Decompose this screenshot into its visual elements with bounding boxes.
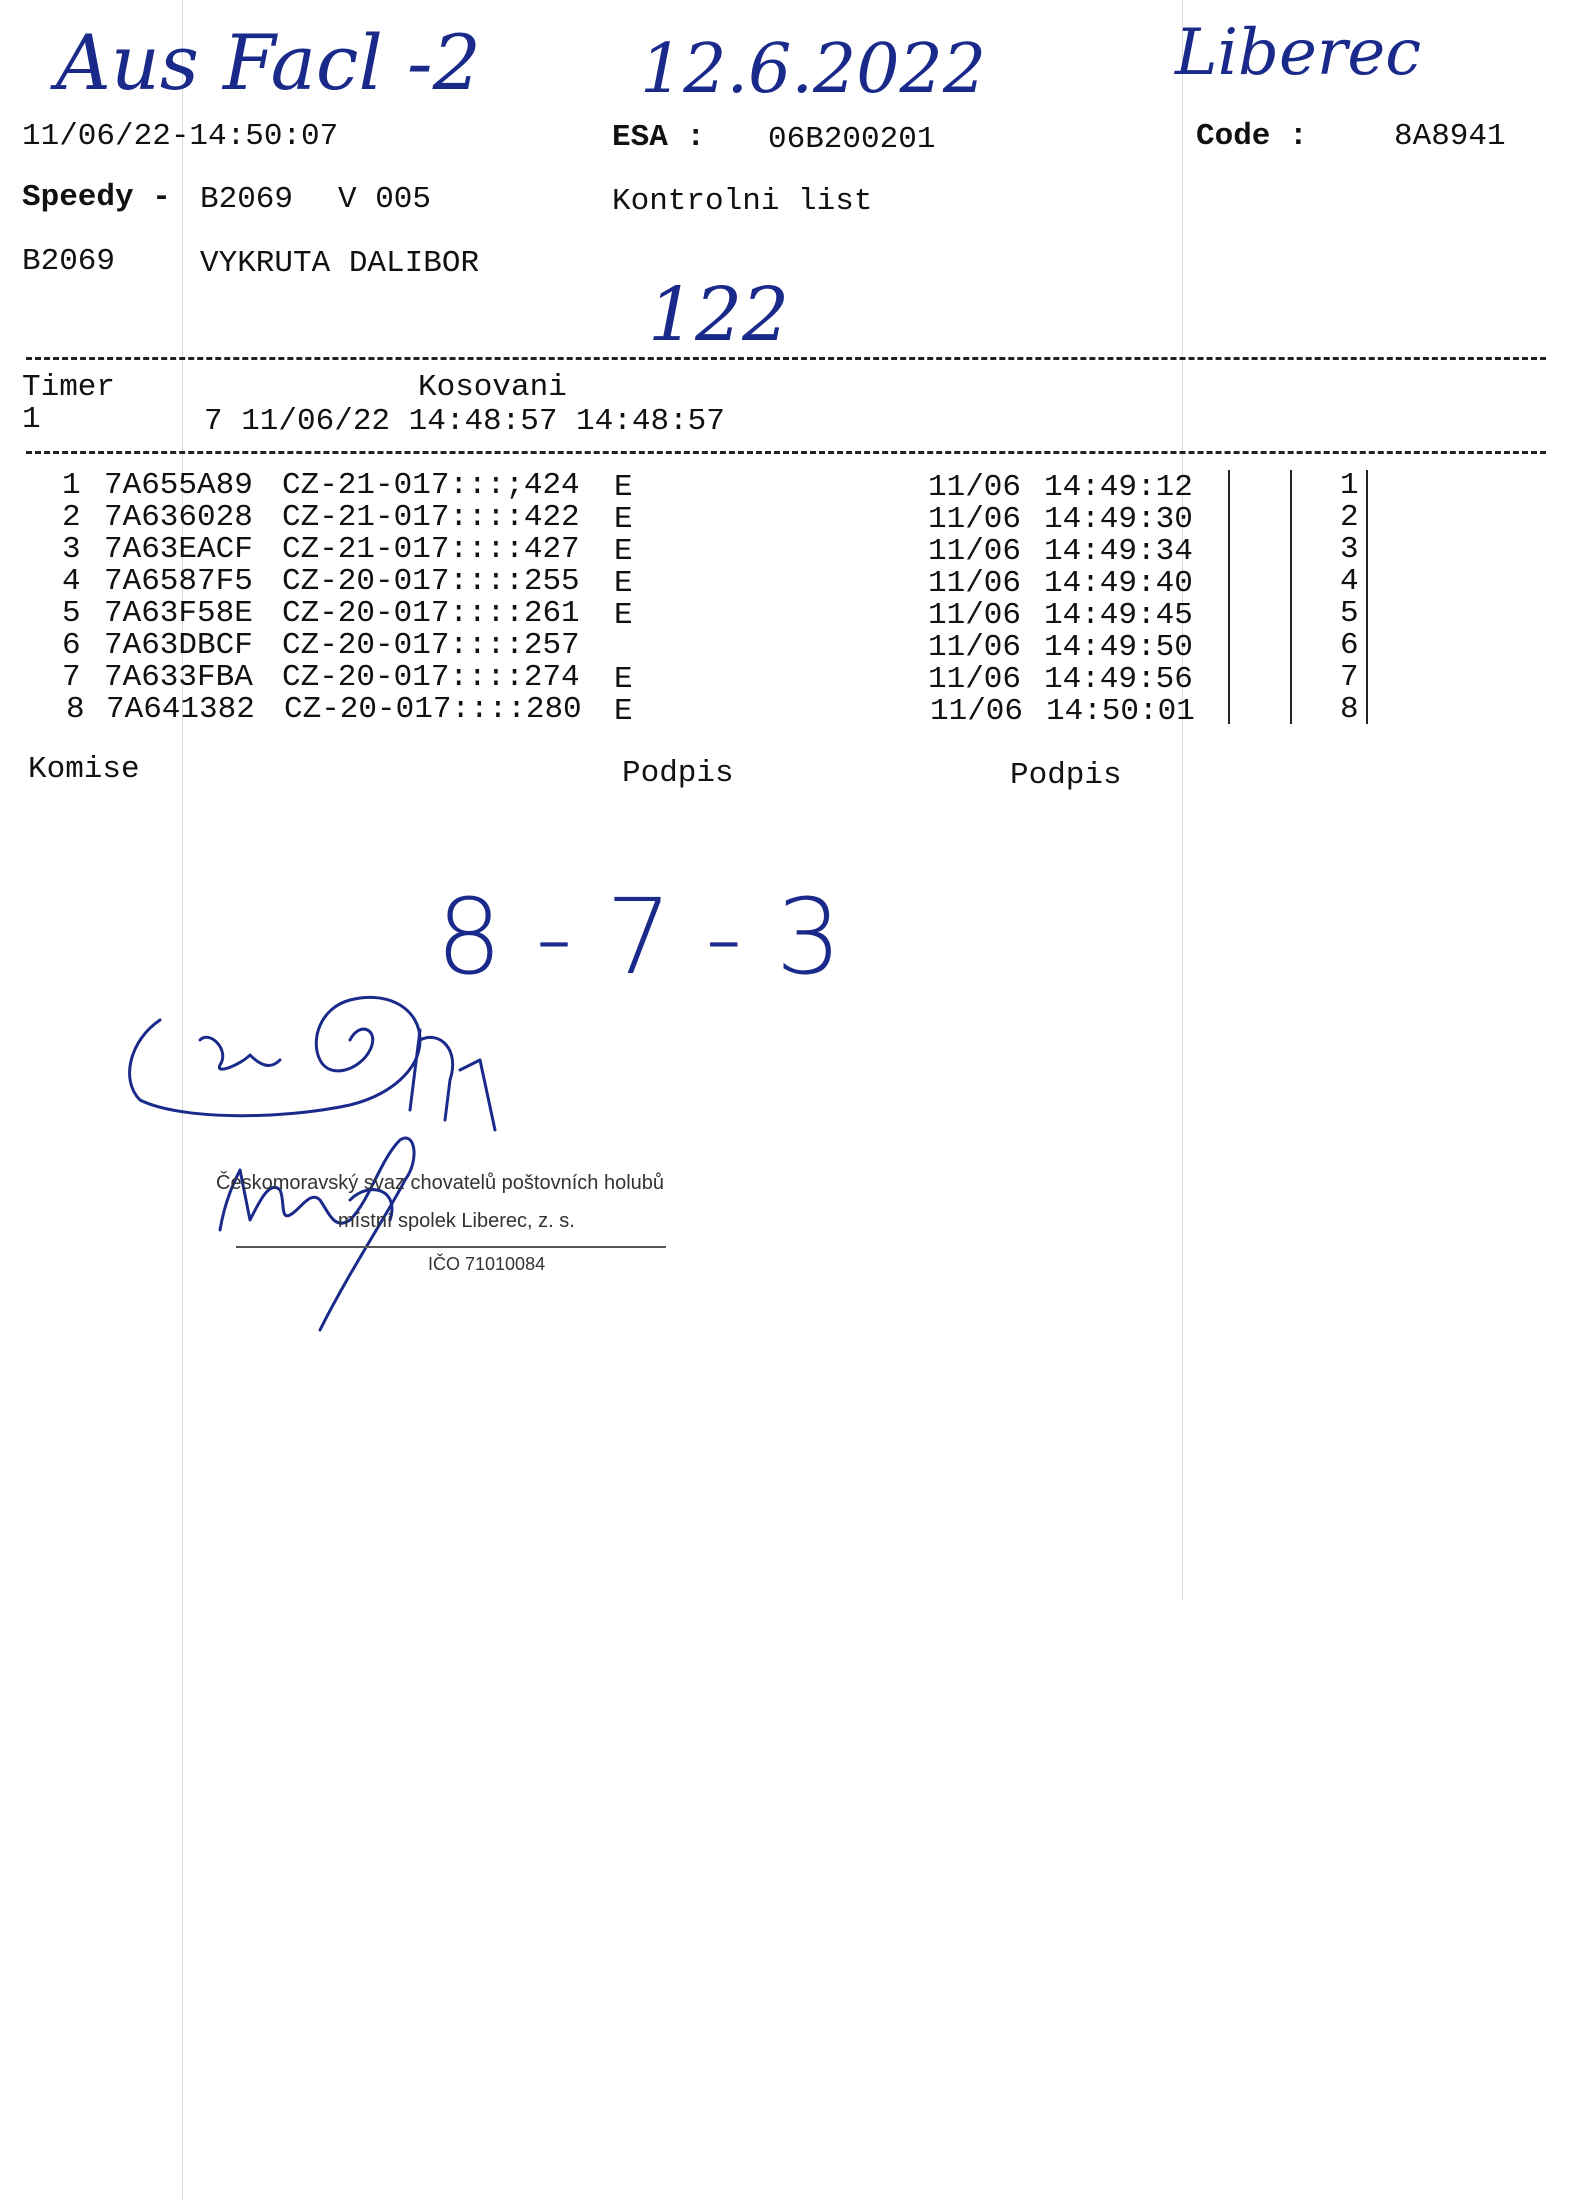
arrival-date: 11/06 [928, 630, 1022, 665]
box-number: 8 [1340, 692, 1359, 727]
flag: E [614, 502, 633, 537]
box-number: 1 [1340, 468, 1359, 503]
flag: E [614, 694, 633, 729]
arrival-date: 11/06 [928, 662, 1022, 697]
ring-number: CZ-21-017::::422 [282, 500, 580, 535]
code-label: Code : [1196, 119, 1308, 154]
ring-number: CZ-20-017::::280 [284, 692, 582, 727]
document-title: Kontrolni list [612, 184, 873, 219]
arrival-time: 14:49:56 [1044, 662, 1193, 697]
chip-id: 7A6587F5 [104, 564, 253, 599]
chip-id: 7A63DBCF [104, 628, 253, 663]
box-number: 3 [1340, 532, 1359, 567]
box-number: 7 [1340, 660, 1359, 695]
device-version: V 005 [338, 182, 432, 217]
handwritten-basket-number: 122 [648, 272, 790, 358]
chip-id: 7A636028 [104, 500, 253, 535]
flag: E [614, 470, 633, 505]
timer-label: Timer [22, 370, 116, 405]
handwritten-place: Aus Facl -2 [56, 18, 481, 107]
ring-number: CZ-21-017:::;424 [282, 468, 580, 503]
esa-label: ESA : [612, 120, 706, 155]
row-number: 5 [62, 596, 81, 631]
arrival-date: 11/06 [928, 502, 1022, 537]
arrival-date: 11/06 [930, 694, 1024, 729]
stamp-line-2: místní spolek Liberec, z. s. [338, 1210, 575, 1232]
arrival-time: 14:49:34 [1044, 534, 1193, 569]
code-value: 8A8941 [1394, 119, 1506, 154]
row-number: 4 [62, 564, 81, 599]
row-number: 1 [62, 468, 81, 503]
table-rule [1366, 470, 1368, 724]
podpis-label-1: Podpis [622, 756, 734, 791]
member-name: VYKRUTA DALIBOR [200, 246, 480, 281]
handwritten-date: 12.6.2022 [640, 30, 987, 109]
stamp-line-3: IČO 71010084 [428, 1254, 546, 1274]
arrival-time: 14:49:50 [1044, 630, 1193, 665]
row-number: 6 [62, 628, 81, 663]
box-number: 6 [1340, 628, 1359, 663]
handwritten-result: 8 - 7 - 3 [436, 876, 842, 998]
chip-id: 7A633FBA [104, 660, 253, 695]
device-label: Speedy - [22, 180, 171, 215]
ring-number: CZ-20-017::::274 [282, 660, 580, 695]
handwritten-city: Liberec [1175, 16, 1422, 90]
chip-id: 7A63EACF [104, 532, 253, 567]
flag: E [614, 598, 633, 633]
arrival-time: 14:49:40 [1044, 566, 1193, 601]
flag: E [614, 566, 633, 601]
row-number: 3 [62, 532, 81, 567]
scan-artifact [1182, 0, 1183, 1600]
esa-value: 06B200201 [768, 122, 936, 157]
ring-number: CZ-20-017::::255 [282, 564, 580, 599]
flag: E [614, 662, 633, 697]
row-number: 7 [62, 660, 81, 695]
box-number: 5 [1340, 596, 1359, 631]
komise-label: Komise [28, 752, 140, 787]
kosovani-label: Kosovani [418, 370, 567, 405]
ring-number: CZ-21-017::::427 [282, 532, 580, 567]
separator-middle [26, 451, 1546, 454]
arrival-time: 14:49:45 [1044, 598, 1193, 633]
arrival-time: 14:50:01 [1046, 694, 1195, 729]
flag: E [614, 534, 633, 569]
arrival-date: 11/06 [928, 534, 1022, 569]
stamp-line-1: Českomoravský svaz chovatelů poštovních holubů [216, 1172, 665, 1194]
chip-id: 7A655A89 [104, 468, 253, 503]
ring-number: CZ-20-017::::261 [282, 596, 580, 631]
member-id: B2069 [22, 244, 116, 279]
ring-number: CZ-20-017::::257 [282, 628, 580, 663]
separator-top [26, 357, 1546, 360]
arrival-date: 11/06 [928, 470, 1022, 505]
box-number: 2 [1340, 500, 1359, 535]
arrival-date: 11/06 [928, 598, 1022, 633]
table-rule [1228, 470, 1230, 724]
table-rule [1290, 470, 1292, 724]
print-datetime: 11/06/22-14:50:07 [22, 119, 339, 154]
box-number: 4 [1340, 564, 1359, 599]
arrival-time: 14:49:12 [1044, 470, 1193, 505]
kosovani-value: 7 11/06/22 14:48:57 14:48:57 [204, 404, 725, 439]
chip-id: 7A63F58E [104, 596, 253, 631]
chip-id: 7A641382 [106, 692, 255, 727]
arrival-date: 11/06 [928, 566, 1022, 601]
podpis-label-2: Podpis [1010, 758, 1122, 793]
row-number: 8 [66, 692, 85, 727]
timer-value: 1 [22, 402, 41, 437]
device-id: B2069 [200, 182, 294, 217]
row-number: 2 [62, 500, 81, 535]
stamp-rule [236, 1246, 666, 1248]
arrival-time: 14:49:30 [1044, 502, 1193, 537]
